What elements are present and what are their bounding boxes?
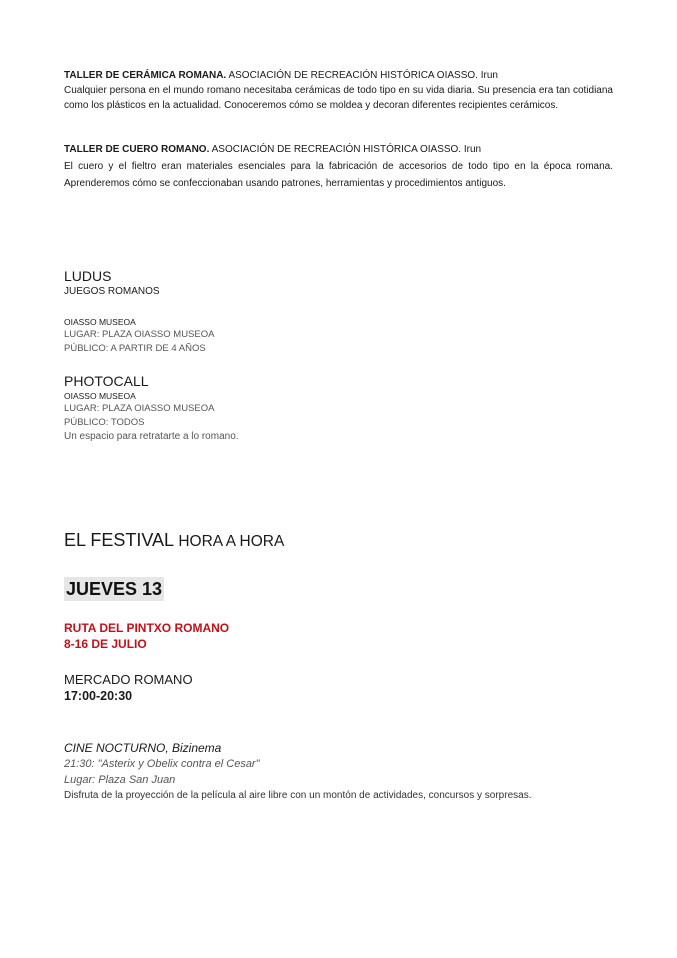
cine-text: Disfruta de la proyección de la película al aire libre con un montón de actividades, concursos y sorpresas.	[64, 790, 532, 801]
taller-ceramica-org: ASOCIACIÓN DE RECREACIÓN HISTÓRICA OIASSO. Irun	[226, 70, 498, 81]
taller-cuero-title: TALLER DE CUERO ROMANO.	[64, 144, 210, 155]
photocall-org: OIASSO MUSEOA	[64, 391, 136, 401]
ruta-title: RUTA DEL PINTXO ROMANO	[64, 621, 230, 635]
cine-title: CINE NOCTURNO, Bizinema	[64, 741, 222, 755]
mercado-title: MERCADO ROMANO	[64, 672, 193, 687]
taller-ceramica	[64, 68, 613, 113]
photocall-section	[64, 373, 613, 444]
cine-lugar: Lugar: Plaza San Juan	[64, 774, 176, 786]
taller-cuero	[64, 141, 613, 192]
ruta-section	[64, 620, 613, 652]
cine-time: 21:30: "Asterix y Obelix contra el Cesar"	[64, 758, 260, 770]
festival-heading	[64, 529, 613, 553]
taller-cuero-org: ASOCIACIÓN DE RECREACIÓN HISTÓRICA OIASSO. Irun	[209, 144, 482, 155]
taller-cuero-text: El cuero y el fieltro eran materiales esenciales para la fabricación de accesorios de todo tipo en la época romana. Aprenderemos cómo se confeccionaban usando patrones, herramientas y procedimientos antiguos.	[64, 161, 613, 189]
photocall-text: Un espacio para retratarte a lo romano.	[64, 431, 239, 442]
mercado-time: 17:00-20:30	[64, 689, 133, 703]
photocall-lugar: LUGAR: PLAZA OIASSO MUSEOA	[64, 403, 215, 414]
ludus-title: LUDUS	[64, 268, 112, 284]
day-label: JUEVES 13	[66, 579, 163, 599]
photocall-publico: PÚBLICO: TODOS	[64, 416, 145, 428]
mercado-section	[64, 671, 613, 705]
day-heading	[64, 577, 613, 601]
festival-title: EL FESTIVAL	[64, 530, 175, 550]
ludus-lugar: LUGAR: PLAZA OIASSO MUSEOA	[64, 329, 215, 340]
festival-title-small: HORA A HORA	[174, 533, 285, 550]
ludus-org: OIASSO MUSEOA	[64, 317, 136, 327]
taller-ceramica-title: TALLER DE CERÁMICA ROMANA.	[64, 70, 227, 81]
ludus-subtitle: JUEGOS ROMANOS	[64, 286, 160, 297]
ludus-publico: PÚBLICO: A PARTIR DE 4 AÑOS	[64, 342, 206, 354]
ruta-dates: 8-16 DE JULIO	[64, 637, 147, 651]
taller-ceramica-text: Cualquier persona en el mundo romano necesitaba cerámicas de todo tipo en su vida diaria. Su presencia era tan cotidiana como los plásticos en la actualidad. Conoceremos cómo se moldea y decoran diferentes recipientes cerámicos.	[64, 85, 613, 111]
cine-section	[64, 740, 613, 803]
ludus-section	[64, 268, 613, 355]
photocall-title: PHOTOCALL	[64, 373, 149, 389]
